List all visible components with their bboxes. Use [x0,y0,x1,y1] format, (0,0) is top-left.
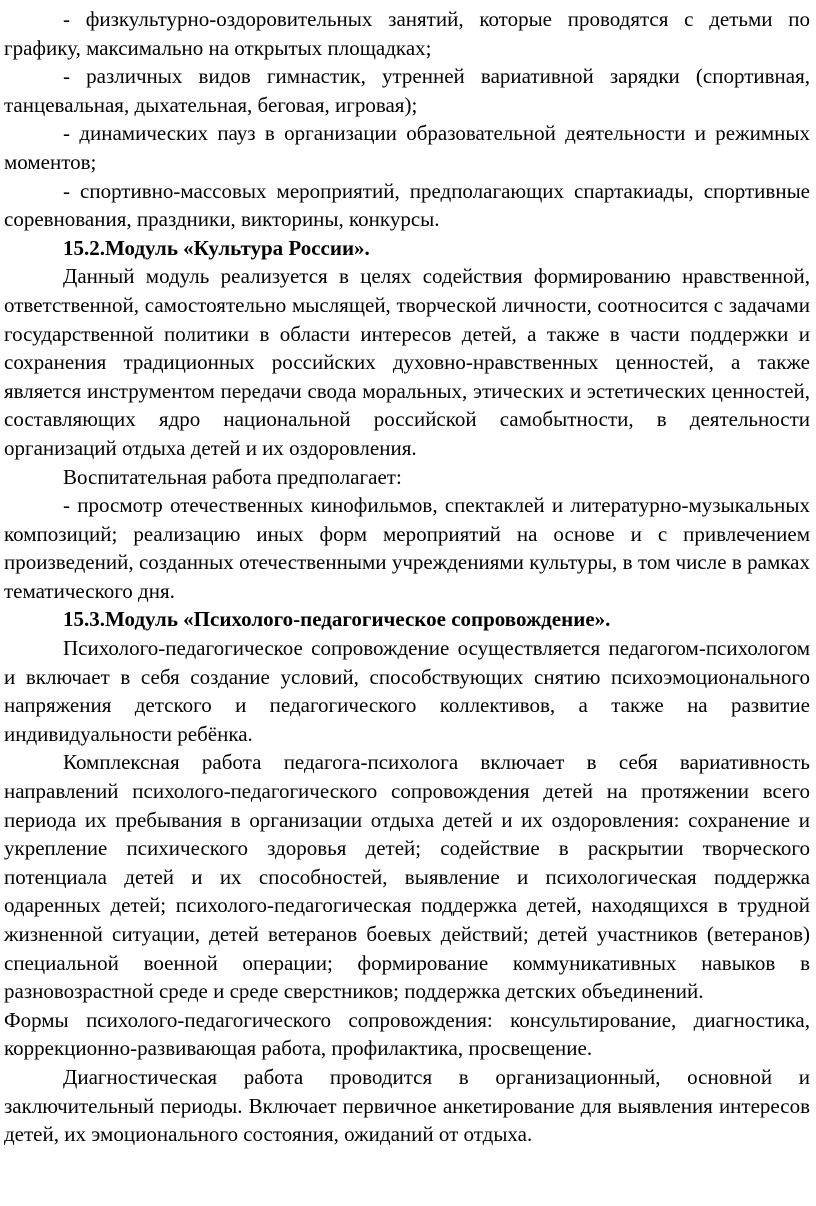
paragraph-culture-purpose: Данный модуль реализуется в целях содействия формированию нравственной, ответственной, самостоятельно мыслящей, творческой личности, соотносится с задачами государственной политики в области интересов детей, а также в части поддержки и сохранения традиционных российских духовно-нравственных ценностей, а также является инструментом передачи свода моральных, этических и эстетических ценностей, составляющих ядро национальной российской самобытности, в деятельности организаций отдыха детей и их оздоровления. [4,264,810,460]
list-item-physical-classes: - физкультурно-оздоровительных занятий, которые проводятся с детьми по графику, максимально на открытых площадках; [4,7,810,60]
paragraph-culture-films: - просмотр отечественных кинофильмов, спектаклей и литературно-музыкальных композиций; реализацию иных форм мероприятий на основе и с привлечением произведений, созданных отечественными учреждениями культуры, в том числе в рамках тематического дня. [4,493,810,603]
paragraph-psychology-support: Психолого-педагогическое сопровождение осуществляется педагогом-психологом и включает в себя создание условий, способствующих снятию психоэмоционального напряжения детского и педагогического коллективов, а также на развитие индивидуальности ребёнка. [4,636,810,746]
list-item-dynamic-pauses: - динамических пауз в организации образовательной деятельности и режимных моментов; [4,121,810,174]
section-heading-psychology: 15.3.Модуль «Психолого-педагогическое сопровождение». [63,607,611,632]
paragraph-psychology-diagnostics: Диагностическая работа проводится в организационный, основной и заключительный периоды. Включает первичное анкетирование для выявления интересов детей, их эмоционального состояния, ожиданий от отдыха. [4,1064,810,1147]
section-heading-culture: 15.2.Модуль «Культура России». [63,235,370,260]
list-item-gymnastics: - различных видов гимнастик, утренней вариативной зарядки (спортивная, танцевальная, дыхательная, беговая, игровая); [4,64,810,117]
paragraph-culture-work: Воспитательная работа предполагает: [63,464,402,489]
paragraph-psychology-forms: Формы психолого-педагогического сопровождения: консультирование, диагностика, коррекционно-развивающая работа, профилактика, просвещение. [4,1007,810,1061]
paragraph-psychology-complex: Комплексная работа педагога-психолога включает в себя вариативность направлений психолого-педагогического сопровождения детей на протяжении всего периода их пребывания в организации отдыха детей и их оздоровления: сохранение и укрепление психического здоровья детей; содействие в раскрытии творческого потенциала детей и их способностей, выявление и психологическая поддержка одаренных детей; психолого-педагогическая поддержка детей, находящихся в трудной жизненной ситуации, детей ветеранов боевых действий; детей участников (ветеранов) специальной военной операции; формирование коммуникативных навыков в разновозрастной среде и среде сверстников; поддержка детских объединений. [4,750,810,1004]
list-item-sports-events: - спортивно-массовых мероприятий, предполагающих спартакиады, спортивные соревнования, праздники, викторины, конкурсы. [4,178,810,232]
